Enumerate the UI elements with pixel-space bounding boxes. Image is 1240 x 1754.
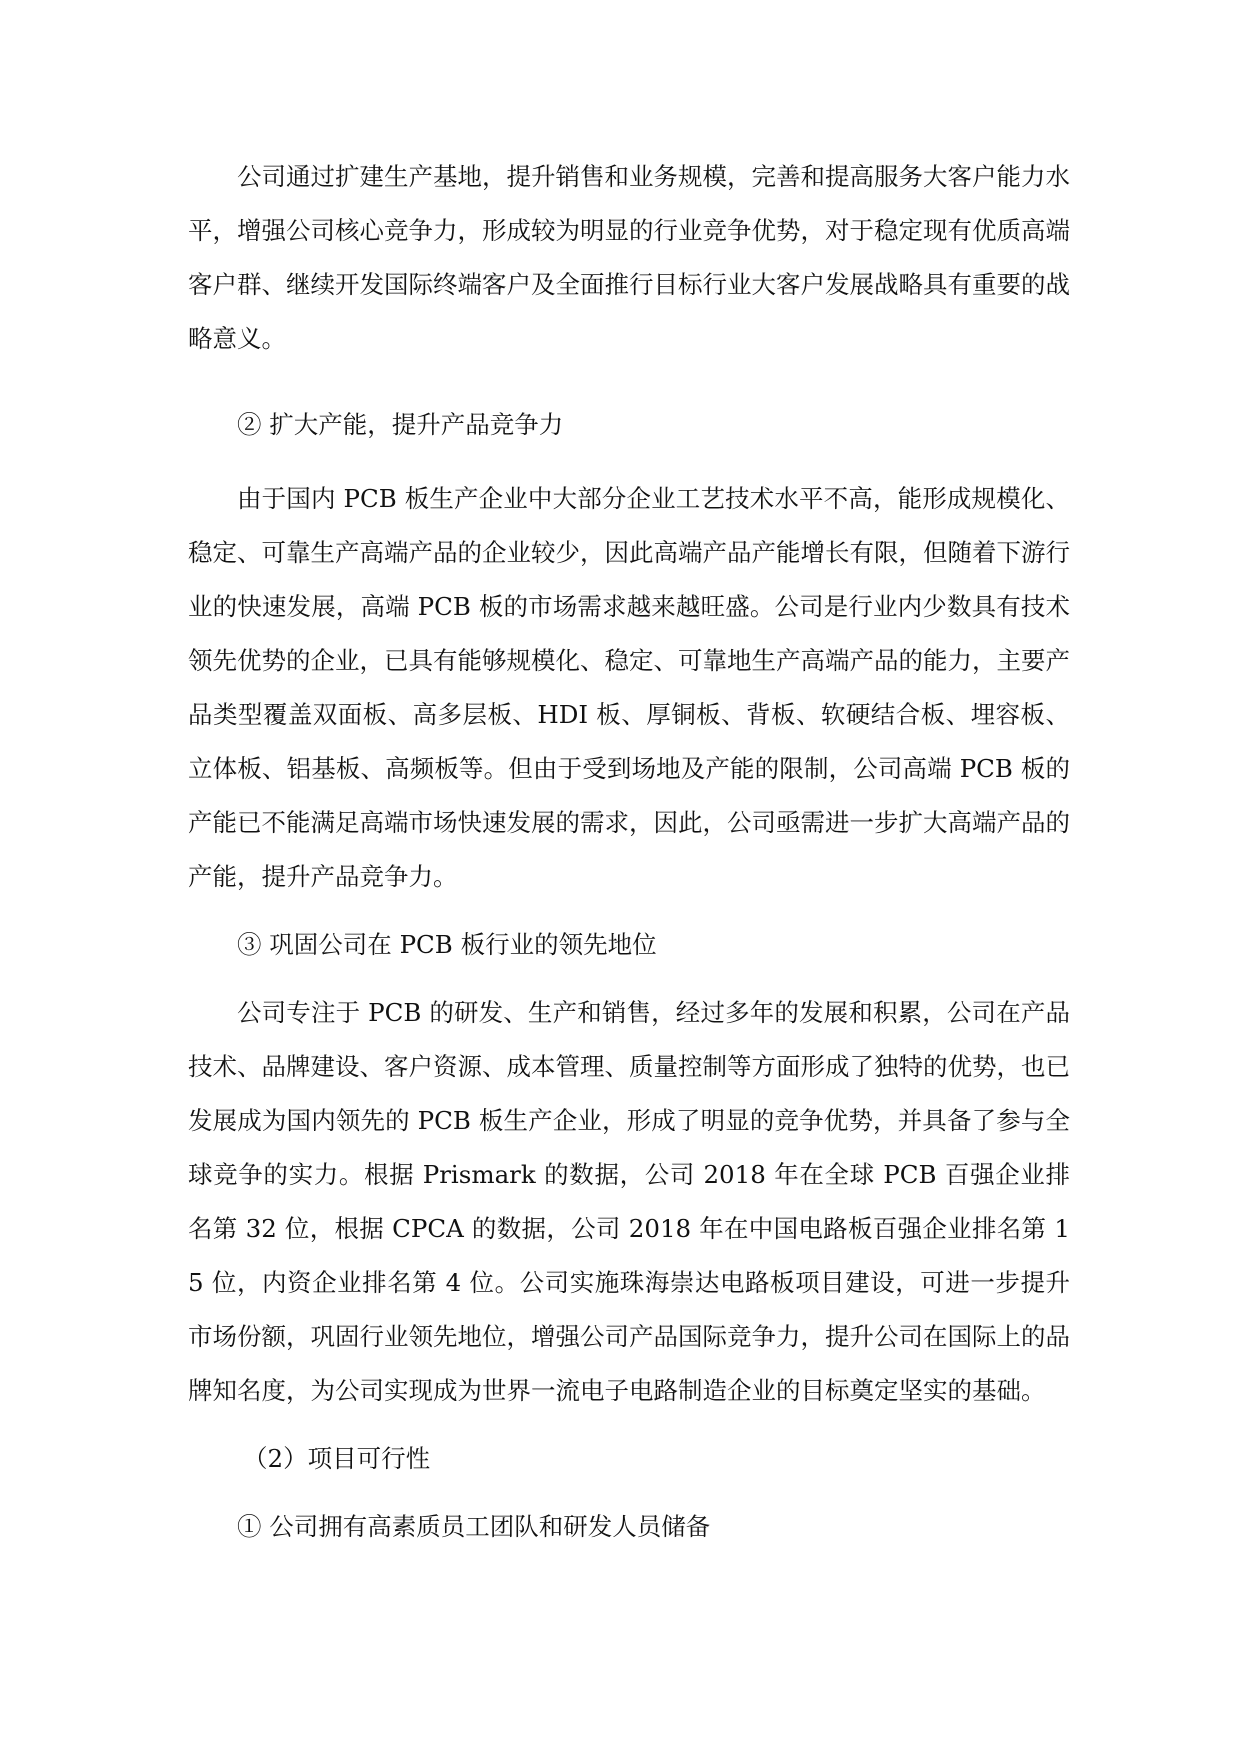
paragraph-expand-capacity: 由于国内 PCB 板生产企业中大部分企业工艺技术水平不高，能形成规模化、稳定、可靠生产高端产品的企业较少，因此高端产品产能增长有限，但随着下游行业的快速发展，高端 PCB 板的市场需求越来越旺盛。公司是行业内少数具有技术领先优势的企业，已具有能够规模化、稳定、可靠地生产高端产品的能力，主要产品类型覆盖双面板、高多层板、HDI 板、厚铜板、背板、软硬结合板、埋容板、立体板、铝基板、高频板等。但由于受到场地及产能的限制，公司高端 PCB 板的产能已不能满足高端市场快速发展的需求，因此，公司亟需进一步扩大高端产品的产能，提升产品竞争力。 <box>188 484 1070 891</box>
document-body <box>188 150 1070 1554</box>
intro-paragraph: 公司通过扩建生产基地，提升销售和业务规模，完善和提高服务大客户能力水平，增强公司核心竞争力，形成较为明显的行业竞争优势，对于稳定现有优质高端客户群、继续开发国际终端客户及全面推行目标行业大客户发展战略具有重要的战略意义。 <box>188 162 1070 353</box>
feasibility-heading: （2）项目可行性 <box>243 1444 431 1473</box>
feasibility-item-1: ① 公司拥有高素质员工团队和研发人员储备 <box>237 1512 711 1541</box>
section-heading-expand-capacity: ② 扩大产能，提升产品竞争力 <box>237 410 564 439</box>
paragraph-consolidate-position: 公司专注于 PCB 的研发、生产和销售，经过多年的发展和积累，公司在产品技术、品牌建设、客户资源、成本管理、质量控制等方面形成了独特的优势，也已发展成为国内领先的 PCB 板生产企业，形成了明显的竞争优势，并具备了参与全球竞争的实力。根据 Prismark 的数据，公司 2018 年在全球 PCB 百强企业排名第 32 位，根据 CPCA 的数据，公司 2018 年在中国电路板百强企业排名第 15 位，内资企业排名第 4 位。公司实施珠海崇达电路板项目建设，可进一步提升市场份额，巩固行业领先地位，增强公司产品国际竞争力，提升公司在国际上的品牌知名度，为公司实现成为世界一流电子电路制造企业的目标奠定坚实的基础。 <box>188 998 1070 1405</box>
section-heading-consolidate-position: ③ 巩固公司在 PCB 板行业的领先地位 <box>237 930 657 959</box>
